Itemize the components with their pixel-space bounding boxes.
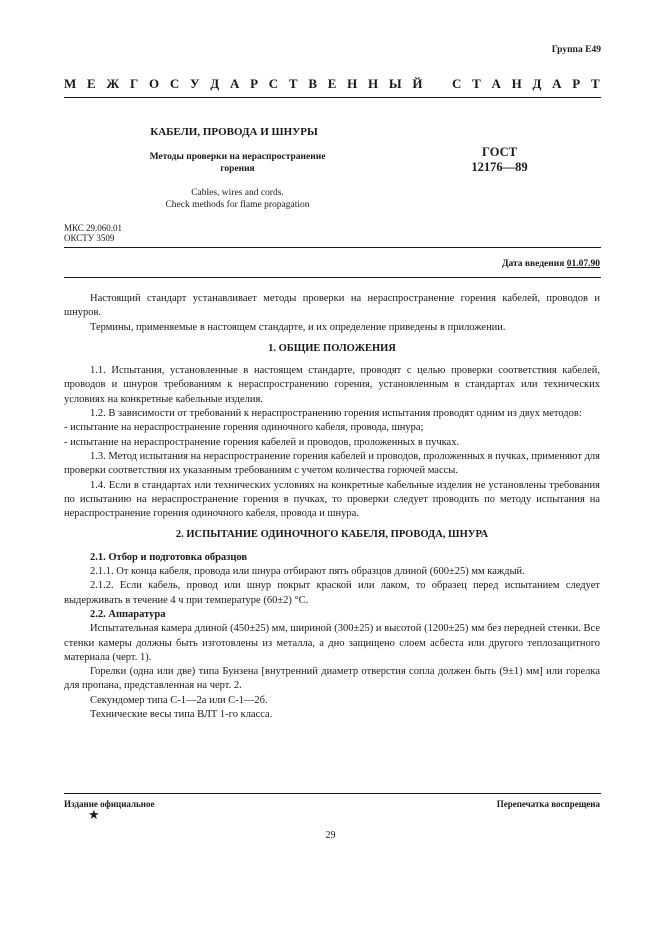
banner-letter: В bbox=[308, 76, 317, 91]
banner-letter: Р bbox=[250, 76, 259, 91]
paragraph: Секундомер типа С-1—2а или С-1—2б. bbox=[90, 694, 268, 706]
standard-banner bbox=[64, 76, 600, 92]
subtitle-line: горения bbox=[220, 164, 255, 174]
subsection-heading: 2.2. Аппаратура bbox=[90, 608, 166, 620]
paragraph: 2.1.2. Если кабель, провод или шнур покрыт краской или лаком, то образец перед испытанием следует выдерживать в течение 4 ч при температуре (60±2) °С. bbox=[64, 580, 600, 606]
section-heading: 1. ОБЩИЕ ПОЛОЖЕНИЯ bbox=[268, 342, 396, 354]
date-value: 01.07.90 bbox=[566, 259, 600, 269]
paragraph: 1.1. Испытания, установленные в настоящем стандарте, проводят с целью проверки соответствия кабелей, проводов и шнуров требованиям к нераспространению горения, установленным в стандартах или технических условиях на конкретные кабельные изделия. bbox=[64, 365, 600, 405]
banner-letter: С bbox=[268, 76, 279, 91]
banner-letter: Д bbox=[210, 76, 220, 91]
section-heading: 2. ИСПЫТАНИЕ ОДИНОЧНОГО КАБЕЛЯ, ПРОВОДА, ШНУРА bbox=[175, 529, 489, 541]
date-label: Дата введения bbox=[501, 259, 567, 269]
reprint-prohibited-note: Перепечатка воспрещена bbox=[496, 799, 600, 809]
english-title-line: Cables, wires and cords. bbox=[191, 188, 284, 198]
footer-rule bbox=[64, 793, 601, 794]
banner-rule bbox=[64, 97, 601, 98]
effective-date bbox=[502, 259, 600, 269]
list-item: - испытание на нераспространение горения одиночного кабеля, провода, шнура; bbox=[64, 422, 424, 434]
banner-letter: О bbox=[149, 76, 160, 91]
document-body bbox=[64, 292, 600, 722]
gost-label: ГОСТ bbox=[482, 145, 517, 159]
paragraph: Горелки (одна или две) типа Бунзена [внутренний диаметр отверстия сопла должен быть (9±1) мм] или горелка для пропана, представленная на черт. 2. bbox=[64, 666, 600, 692]
header-rule bbox=[64, 247, 601, 248]
paragraph: 2.1.1. От конца кабеля, провода или шнура отбирают пять образцов длиной (600±25) мм каждый. bbox=[90, 566, 525, 578]
banner-letter: С bbox=[451, 76, 462, 91]
official-edition-note: Издание официальное bbox=[64, 799, 155, 809]
banner-letter: Е bbox=[87, 76, 96, 91]
date-rule bbox=[64, 277, 601, 278]
english-title-line: Check methods for flame propagation bbox=[165, 200, 310, 210]
group-code: Группа Е49 bbox=[551, 45, 601, 55]
banner-letter: Й bbox=[412, 76, 423, 91]
banner-letter: А bbox=[491, 76, 501, 91]
gost-number bbox=[462, 145, 537, 175]
paragraph: Испытательная камера длиной (450±25) мм, шириной (300±25) и высотой (1200±25) мм без передней стенки. Все стенки камеры должны быть изготовлены из металла, а дно защищено слоем асбеста или другого теплозащитного материала (черт. 1). bbox=[64, 623, 600, 663]
banner-letter: Г bbox=[130, 76, 139, 91]
paragraph: Термины, применяемые в настоящем стандарте, и их определение приведены в приложении. bbox=[90, 321, 506, 333]
gost-code: 12176—89 bbox=[471, 160, 528, 174]
banner-letter: Д bbox=[532, 76, 542, 91]
document-title: КАБЕЛИ, ПРОВОДА И ШНУРЫ bbox=[150, 126, 318, 138]
banner-letter: А bbox=[552, 76, 562, 91]
banner-letter: Т bbox=[590, 76, 600, 91]
banner-letter: Н bbox=[511, 76, 522, 91]
banner-letter: Е bbox=[327, 76, 337, 91]
banner-letter: Т bbox=[288, 76, 298, 91]
subsection-heading: 2.1. Отбор и подготовка образцов bbox=[90, 551, 248, 563]
paragraph: 1.3. Метод испытания на нераспространение горения кабелей и проводов, проложенных в пучках, применяют для проверки соответствия их указанным требованиям с учетом количества горючей массы. bbox=[64, 450, 600, 477]
banner-letter: Н bbox=[347, 76, 358, 91]
list-item: - испытание на нераспространение горения кабелей и проводов, проложенных в пучках. bbox=[64, 436, 460, 448]
banner-letter: Ж bbox=[106, 76, 120, 91]
banner-letter: Р bbox=[572, 76, 581, 91]
english-title bbox=[100, 187, 375, 211]
banner-letter: С bbox=[169, 76, 180, 91]
paragraph: Технические весы типа ВЛТ 1-го класса. bbox=[90, 709, 273, 721]
mks-code: МКС 29.060.01 bbox=[64, 223, 123, 233]
subtitle-line: Методы проверки на нераспространение bbox=[149, 152, 326, 162]
paragraph: 1.4. Если в стандартах или технических условиях на конкретные кабельные изделия не установлены требования по испытанию на нераспространение горения в пучках, то проверки следует проводить по методу испытания на нераспространение горения одиночного кабеля, провода и шнура. bbox=[64, 479, 600, 520]
paragraph: Настоящий стандарт устанавливает методы проверки на нераспространение горения кабелей, проводов и шнуров. bbox=[64, 293, 600, 319]
paragraph: 1.2. В зависимости от требований к нераспространению горения испытания проводят одним из двух методов: bbox=[90, 408, 582, 420]
classification-codes bbox=[64, 223, 122, 243]
document-subtitle bbox=[100, 151, 375, 175]
star-icon: ★ bbox=[88, 807, 100, 822]
page-number: 29 bbox=[325, 830, 336, 841]
banner-letter: У bbox=[190, 76, 200, 91]
banner-letter: Н bbox=[368, 76, 379, 91]
banner-letter: Ы bbox=[388, 76, 402, 91]
banner-letter: Т bbox=[472, 76, 481, 91]
banner-letter: А bbox=[229, 76, 240, 91]
banner-letter: М bbox=[64, 76, 77, 91]
okstu-code: ОКСТУ 3509 bbox=[64, 233, 115, 243]
